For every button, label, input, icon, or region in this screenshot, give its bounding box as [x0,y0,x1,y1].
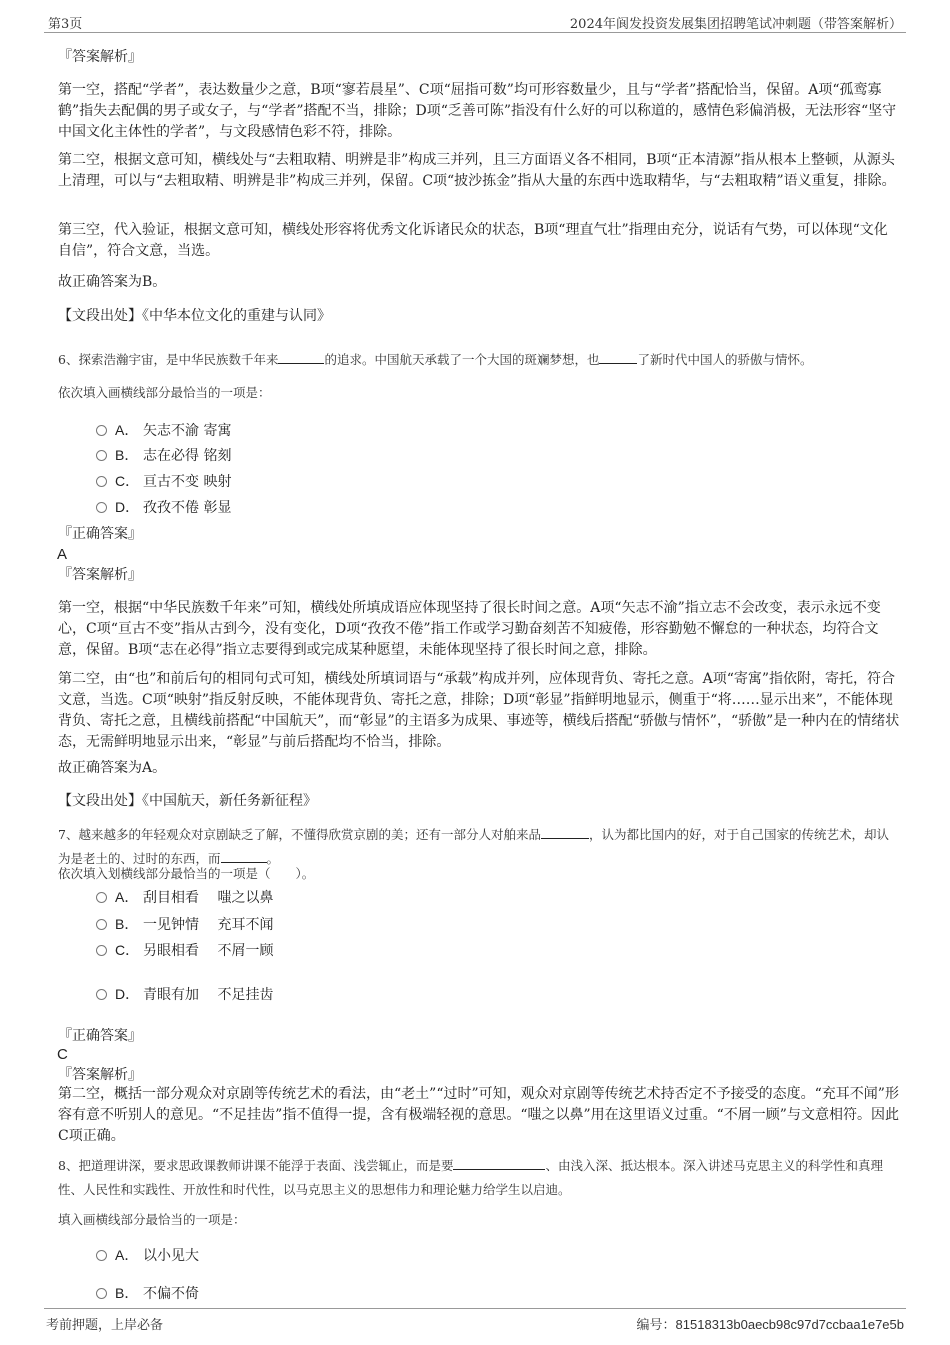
option-text: 青眼有加 不足挂齿 [143,987,274,1003]
q7-option-b[interactable] [96,914,273,935]
option-letter: C． [115,942,140,958]
q5-source: 【文段出处】《中华本位文化的重建与认同》 [58,308,331,324]
option-letter: A． [115,889,139,905]
document-title: 2024年阆发投资发展集团招聘笔试冲刺题（带答案解析） [569,17,902,32]
q6-answer-label: 『正确答案』 [58,526,142,542]
q7-answer-label: 『正确答案』 [58,1028,142,1044]
q5-analysis-p2: 第二空，根据文意可知，横线处与“去粗取精、明辨是非”构成三并列，且三方面语义各不相同，B项“正本清源”指从根本上整顿，从源头上清理，可以与“去粗取精、明辨是非”构成三并列，保留。C项“披沙拣金”指从大量的东西中选取精华，与“去粗取精”语义重复，排除。 [58,152,896,189]
blank-line [541,824,589,839]
radio-icon[interactable] [96,502,107,513]
option-text: 不偏不倚 [143,1286,199,1302]
q6-stem-part1: 6、探索浩瀚宇宙，是中华民族数千年来 [58,352,279,367]
option-letter: D． [115,986,140,1002]
q6-stem-part2: 的追求。中国航天承载了一个大国的斑斓梦想，也 [324,352,600,367]
page-footer [44,1308,906,1331]
option-text: 矢志不渝 寄寓 [143,423,232,439]
q6-answer: A [57,546,68,563]
q5-analysis-p1: 第一空，搭配“学者”，表达数量少之意，B项“寥若晨星”、C项“屈指可数”均可形容数量少，且与“学者”搭配恰当，保留。A项“孤鸾寡鹤”指失去配偶的男子或女子，与“学者”搭配不当，排除；D项“乏善可陈”指没有什么好的可以称道的，感情色彩偏消极，无法形容“坚守中国文化主体性的学者”，与文段感情色彩不符，排除。 [58,82,897,140]
q6-option-b[interactable] [96,445,231,466]
q5-conclusion: 故正确答案为B。 [58,274,167,290]
q6-prompt: 依次填入画横线部分最恰当的一项是： [58,385,271,400]
option-text: 亘古不变 映射 [143,474,232,490]
q6-stem-part3: 了新时代中国人的骄傲与情怀。 [637,352,813,367]
blank-line [221,848,267,863]
page-header [44,10,906,33]
option-letter: D． [115,499,140,515]
q6-option-c[interactable] [96,471,231,492]
radio-icon[interactable] [96,1250,107,1261]
q6-analysis-label: 『答案解析』 [58,567,142,583]
radio-icon[interactable] [96,945,107,956]
q6-option-d[interactable] [96,497,231,518]
q7-analysis-p1: 第二空，概括一部分观众对京剧等传统艺术的看法，由“老土”“过时”可知，观众对京剧等传统艺术持否定不予接受的态度。“充耳不闻”形容有意不听别人的意见。“不足挂齿”指不值得一提，含有极端轻视的意思。“嗤之以鼻”用在这里语义过重。“不屑一顾”与文意相符。因此C项正确。 [58,1086,899,1144]
q8-option-a[interactable] [96,1245,199,1266]
radio-icon[interactable] [96,450,107,461]
q7-option-a[interactable] [96,887,273,908]
option-text: 刮目相看 嗤之以鼻 [143,890,274,906]
radio-icon[interactable] [96,919,107,930]
q7-answer: C [57,1046,68,1063]
option-letter: B． [115,916,139,932]
option-letter: A． [115,422,139,438]
q7-option-c[interactable] [96,940,273,961]
page-number: 第3页 [48,17,83,32]
option-text: 以小见大 [143,1248,199,1264]
q8-option-b[interactable] [96,1283,199,1304]
q8-stem-part2: 、由浅入深、抵达根本。深入讲述马克思主义的科学性和真理性、人民性和实践性、开放性和时代性，以马克思主义的思想伟力和理论魅力给学生以启迪。 [58,1158,883,1197]
q7-stem-part3: 。 [266,851,280,866]
blank-line [278,349,324,364]
q6-source: 【文段出处】《中国航天，新任务新征程》 [58,793,317,809]
option-text: 一见钟情 充耳不闻 [143,917,274,933]
q7-stem-part2: ，认为都比国内的好，对于自己国家的传统艺术，却认为是老土的、过时的东西，而 [58,827,889,866]
option-letter: B． [115,1285,139,1301]
q7-analysis-label: 『答案解析』 [58,1067,142,1083]
radio-icon[interactable] [96,476,107,487]
radio-icon[interactable] [96,425,107,436]
q6-analysis-p2: 第二空，由“也”和前后句的相同句式可知，横线处所填词语与“承载”构成并列，应体现背负、寄托之意。A项“寄寓”指依附，寄托，符合文意，当选。C项“映射”指反射反映，不能体现背负、寄托之意，排除；D项“彰显”指鲜明地显示，侧重于“将……显示出来”，不能体现背负、寄托之意，且横线前搭配“中国航天”，而“彰显”的主语多为成果、事迹等，横线后搭配“骄傲与情怀”，“骄傲”是一种内在的情绪状态，无需鲜明地显示出来，“彰显”与前后搭配均不恰当，排除。 [58,671,900,750]
radio-icon[interactable] [96,892,107,903]
footer-slogan: 考前押题，上岸必备 [46,1318,164,1333]
radio-icon[interactable] [96,1288,107,1299]
option-text: 另眼相看 不屑一顾 [143,943,274,959]
radio-icon[interactable] [96,989,107,1000]
q6-stem [58,348,900,372]
q7-prompt: 依次填入划横线部分最恰当的一项是（ ）。 [58,866,315,881]
q5-analysis-label: 『答案解析』 [58,49,142,65]
q8-prompt: 填入画横线部分最恰当的一项是： [58,1212,246,1227]
document-id: 编号：81518313b0aecb98c97d7ccbaa1e7e5b [636,1317,904,1332]
blank-line [599,349,637,364]
q8-stem-part1: 8、把道理讲深，要求思政课教师讲课不能浮于表面、浅尝辄止，而是要 [58,1158,454,1173]
blank-line [453,1155,545,1170]
q6-analysis-p1: 第一空，根据“中华民族数千年来”可知，横线处所填成语应体现坚持了很长时间之意。A项“矢志不渝”指立志不会改变，表示永远不变心，C项“亘古不变”指从古到今，没有变化，D项“孜孜不倦”指工作或学习勤奋刻苦不知疲倦，形容勤勉不懈怠的一种状态，均符合文意，保留。B项“志在必得”指立志要得到或完成某种愿望，未能体现坚持了很长时间之意，排除。 [58,600,881,658]
option-letter: B． [115,447,139,463]
q6-option-a[interactable] [96,420,231,441]
q8-stem [58,1154,900,1202]
option-letter: A． [115,1247,139,1263]
option-text: 志在必得 铭刻 [143,448,232,464]
q5-analysis-p3: 第三空，代入验证，根据文意可知，横线处形容将优秀文化诉诸民众的状态，B项“理直气壮”指理由充分，说话有气势，可以体现“文化自信”，符合文意，当选。 [58,222,888,259]
q7-option-d[interactable] [96,984,273,1005]
q6-conclusion: 故正确答案为A。 [58,760,167,776]
option-letter: C． [115,473,140,489]
q7-stem-part1: 7、越来越多的年轻观众对京剧缺乏了解，不懂得欣赏京剧的美；还有一部分人对舶来品 [58,827,541,842]
option-text: 孜孜不倦 彰显 [143,500,232,516]
